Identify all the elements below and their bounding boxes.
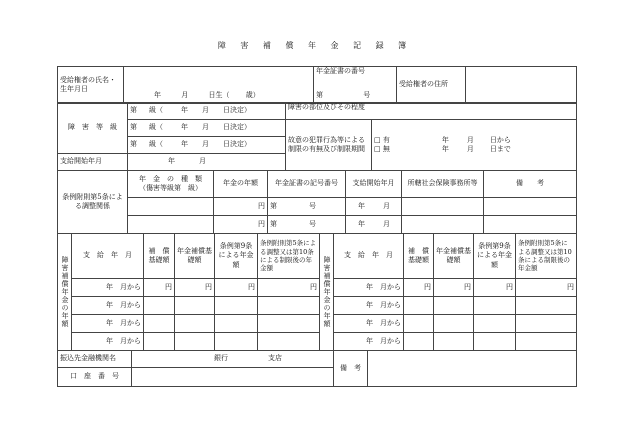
yen-unit: 円	[310, 282, 317, 291]
to-nen: 年	[441, 145, 449, 153]
account-cell[interactable]	[132, 368, 334, 387]
to-tsuki: 月	[466, 145, 474, 153]
grade-dai: 第	[130, 106, 137, 115]
adjusted-cell[interactable]	[516, 297, 577, 315]
pension-type-label: 年 金 の 種 類	[139, 174, 202, 183]
yen-unit: 円	[165, 282, 172, 291]
art9-cell[interactable]	[215, 279, 258, 297]
col-art9: 条例第9条による年金額	[215, 234, 258, 279]
pension-base-cell[interactable]	[175, 333, 215, 351]
address-label: 受給権者の住所	[397, 67, 466, 103]
base-cell[interactable]	[404, 315, 434, 333]
adjusted-cell[interactable]	[258, 315, 320, 333]
grade-tsuki: 月	[202, 140, 209, 149]
period-cell[interactable]	[72, 297, 144, 315]
grade-nen: 年	[181, 123, 188, 132]
col-base: 補 償基礎額	[404, 234, 434, 279]
pension-amount-cell[interactable]	[214, 198, 268, 216]
art9-cell[interactable]	[215, 333, 258, 351]
branch-suffix: 支店	[268, 354, 282, 363]
col-office: 所轄社会保険事務所等	[402, 171, 484, 198]
grade-kyu: 級（	[149, 123, 163, 132]
grade-tsuki: 月	[202, 106, 209, 115]
start-cell[interactable]	[346, 198, 402, 216]
to-hi: 日まで	[489, 145, 511, 153]
from-nen: 年	[441, 135, 449, 144]
birth-month-unit: 月	[181, 90, 189, 99]
yes-label: 有	[382, 135, 390, 144]
grade-hi: 日決定）	[223, 140, 251, 149]
dai-unit: 第	[270, 201, 277, 210]
pension-side-label-left: 障害補償年金の年額	[58, 234, 72, 351]
yen-unit: 円	[464, 282, 471, 291]
start-nen: 年	[168, 157, 175, 166]
tsuki-unit: 月	[383, 219, 390, 228]
art9-cell[interactable]	[215, 315, 258, 333]
period-label: 年 月から	[366, 336, 401, 345]
base-cell[interactable]	[144, 315, 175, 333]
adjusted-cell[interactable]	[258, 279, 320, 297]
yen-unit: 円	[424, 282, 431, 291]
pension-type-sub: （傷害等級第 級）	[139, 184, 202, 192]
recipient-name-cell[interactable]	[124, 67, 314, 104]
period-cell[interactable]	[72, 333, 144, 351]
art9-cell[interactable]	[474, 279, 516, 297]
period-label: 年 月から	[106, 300, 141, 309]
gou-unit: 号	[309, 219, 316, 228]
period-cell[interactable]	[72, 279, 144, 297]
bank-suffix: 銀行	[214, 354, 228, 363]
remarks-cell[interactable]	[484, 198, 577, 216]
col-cert-label: 年金証書の記号番号	[268, 171, 346, 198]
col-remarks: 備 考	[484, 171, 577, 198]
pension-type-cell[interactable]	[128, 216, 214, 234]
no-checkbox[interactable]: □	[374, 145, 381, 153]
col-pension-amount: 年金の年額	[214, 171, 268, 198]
pension-table-left	[57, 233, 320, 351]
col-start: 支給開始年月	[346, 171, 402, 198]
pension-base-cell[interactable]	[434, 297, 474, 315]
yen-unit: 円	[258, 201, 265, 210]
base-cell[interactable]	[404, 279, 434, 297]
grade-dai: 第	[130, 140, 137, 149]
start-label: 支給開始年月	[58, 154, 128, 171]
base-cell[interactable]	[144, 279, 175, 297]
grade-row-2[interactable]	[128, 120, 286, 137]
col-period: 支 給 年 月	[334, 234, 404, 279]
col-pension-type	[128, 171, 214, 198]
grade-dai: 第	[130, 123, 137, 132]
pension-type-cell[interactable]	[128, 198, 214, 216]
intent-label: 故意の犯罪行為等による制限の有無及び制限期間	[286, 120, 372, 171]
no-label: 無	[382, 145, 390, 153]
yes-checkbox[interactable]: □	[374, 135, 381, 144]
start-cell[interactable]	[128, 154, 286, 171]
base-cell[interactable]	[144, 297, 175, 315]
base-cell[interactable]	[404, 333, 434, 351]
cert-no-cell[interactable]	[268, 216, 346, 234]
col-art9: 条例第9条による年金額	[474, 234, 516, 279]
grade-label: 障 害 等 級	[58, 103, 128, 154]
grade-table	[57, 102, 577, 171]
pension-base-cell[interactable]	[434, 315, 474, 333]
period-cell[interactable]	[334, 297, 404, 315]
grade-nen: 年	[181, 140, 188, 149]
grade-tsuki: 月	[202, 123, 209, 132]
account-label: 口 座 番 号	[58, 368, 132, 387]
disability-label: 障害の部位及びその程度	[288, 103, 365, 111]
pension-table-right	[319, 233, 577, 351]
cert-no-cell[interactable]	[268, 198, 346, 216]
art9-cell[interactable]	[215, 297, 258, 315]
bank-table	[57, 350, 577, 387]
from-hi: 日から	[489, 135, 511, 144]
nen-unit: 年	[358, 219, 365, 228]
period-label: 年 月から	[366, 300, 401, 309]
yen-unit: 円	[248, 282, 255, 291]
adjusted-cell[interactable]	[516, 279, 577, 297]
start-tsuki: 月	[199, 157, 206, 166]
adjusted-cell[interactable]	[258, 333, 320, 351]
recipient-name-label: 受給権者の氏名・生年月日	[58, 67, 124, 104]
recipient-table	[57, 66, 577, 104]
grade-hi: 日決定）	[223, 123, 251, 132]
pension-base-cell[interactable]	[175, 297, 215, 315]
yen-unit: 円	[258, 219, 265, 228]
grade-hi: 日決定）	[223, 106, 251, 115]
base-cell[interactable]	[404, 297, 434, 315]
adjusted-cell[interactable]	[516, 333, 577, 351]
from-tsuki: 月	[466, 135, 474, 144]
col-base: 補 償基礎額	[144, 234, 175, 279]
art9-cell[interactable]	[474, 315, 516, 333]
grade-kyu: 級（	[149, 106, 163, 115]
art9-cell[interactable]	[474, 333, 516, 351]
period-cell[interactable]	[72, 315, 144, 333]
address-value[interactable]	[466, 67, 577, 103]
art9-cell[interactable]	[474, 297, 516, 315]
col-adjusted: 条例附則第5条による調整又は第10条による制限後の年金額	[258, 234, 320, 279]
cert-no-suffix: 号	[363, 90, 371, 99]
pension-base-cell[interactable]	[175, 279, 215, 297]
birth-year-unit: 年	[154, 90, 161, 99]
yen-unit: 円	[567, 282, 574, 291]
col-adjusted: 条例附則第5条による調整又は第10条による制限後の年金額	[516, 234, 577, 279]
grade-kyu: 級（	[149, 140, 163, 149]
col-pension-base: 年金補償基礎額	[434, 234, 474, 279]
disability-cell[interactable]	[286, 103, 577, 120]
period-cell[interactable]	[334, 279, 404, 297]
office-cell[interactable]	[402, 216, 484, 234]
col-pension-base: 年金補償基礎額	[175, 234, 215, 279]
base-cell[interactable]	[144, 333, 175, 351]
adjustment-table	[57, 170, 577, 234]
period-cell[interactable]	[334, 333, 404, 351]
start-cell[interactable]	[346, 216, 402, 234]
period-label: 年 月から	[106, 336, 141, 345]
period-label: 年 月から	[106, 282, 141, 291]
remarks-cell[interactable]	[484, 216, 577, 234]
pension-side-label-right: 障害補償年金の年額	[320, 234, 334, 351]
pension-amount-cell[interactable]	[214, 216, 268, 234]
period-label: 年 月から	[106, 318, 141, 327]
adjusted-cell[interactable]	[258, 297, 320, 315]
grade-nen: 年	[181, 106, 188, 115]
yen-unit: 円	[506, 282, 513, 291]
age-unit: 歳）	[245, 90, 260, 99]
bank-label: 振込先金融機関名	[58, 351, 132, 368]
period-label: 年 月から	[366, 318, 401, 327]
period-cell[interactable]	[334, 315, 404, 333]
birth-day-unit: 日生（	[208, 90, 230, 99]
grade-row-3[interactable]	[128, 137, 286, 154]
gou-unit: 号	[309, 201, 316, 210]
remarks-cell[interactable]	[368, 351, 577, 387]
period-label: 年 月から	[366, 282, 401, 291]
yen-unit: 円	[205, 282, 212, 291]
address-cell	[397, 67, 577, 104]
cert-no-prefix: 第	[316, 90, 323, 99]
cert-no-label: 年金証書の番号	[314, 67, 397, 83]
bank-cell[interactable]	[132, 351, 334, 368]
page-title: 障 害 補 償 年 金 記 録 簿	[217, 41, 413, 50]
intent-cell[interactable]	[372, 120, 577, 171]
office-cell[interactable]	[402, 198, 484, 216]
col-period: 支 給 年 月	[72, 234, 144, 279]
pension-base-cell[interactable]	[434, 333, 474, 351]
adjusted-cell[interactable]	[516, 315, 577, 333]
nen-unit: 年	[358, 201, 365, 210]
dai-unit: 第	[270, 219, 277, 228]
pension-base-cell[interactable]	[434, 279, 474, 297]
remarks-label: 備 考	[334, 351, 368, 387]
tsuki-unit: 月	[383, 201, 390, 210]
cert-no-cell[interactable]	[314, 82, 397, 103]
pension-base-cell[interactable]	[175, 315, 215, 333]
adjust-label: 条例附則第5条による調整関係	[58, 171, 128, 234]
grade-row-1[interactable]	[128, 103, 286, 120]
